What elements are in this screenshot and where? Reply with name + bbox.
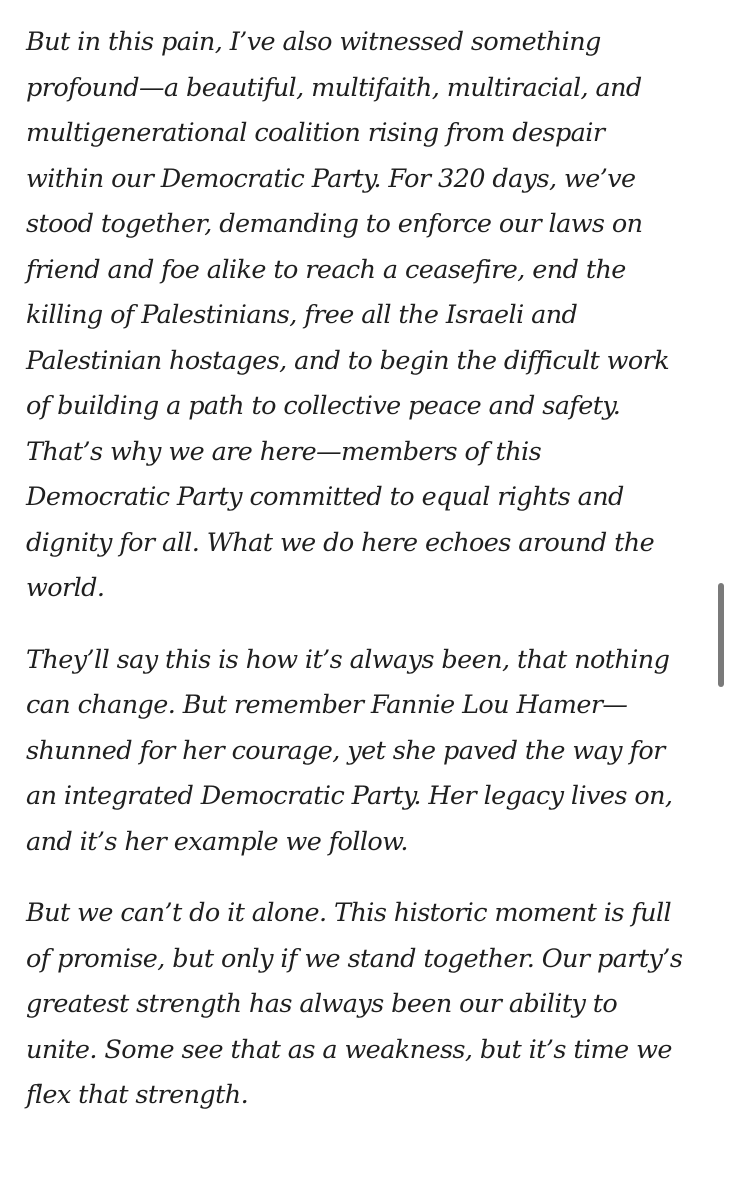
paragraph-1-line: That’s why we are here—members of this xyxy=(26,436,542,467)
paragraph-1 xyxy=(26,20,698,612)
paragraph-2-line: an integrated Democratic Party. Her legacy lives on, xyxy=(26,781,673,811)
paragraph-3 xyxy=(26,891,698,1119)
paragraph-1-line: killing of Palestinians, free all the Israeli and xyxy=(26,300,578,330)
paragraph-1-line: within our Democratic Party. For 320 days, we’ve xyxy=(26,163,636,194)
paragraph-3-line: But we can’t do it alone. This historic moment is full xyxy=(26,898,672,928)
paragraph-1-line: dignity for all. What we do here echoes around the xyxy=(26,527,655,558)
paragraph-2-line: can change. But remember Fannie Lou Hamer— xyxy=(26,690,628,720)
paragraph-3-line: of promise, but only if we stand together. Our party’s xyxy=(26,943,683,974)
paragraph-1-line: But in this pain, I’ve also witnessed something xyxy=(26,27,601,57)
paragraph-1-line: Democratic Party committed to equal rights and xyxy=(26,482,624,512)
paragraph-3-line: unite. Some see that as a weakness, but it’s time we xyxy=(26,1034,672,1065)
paragraph-1-line: of building a path to collective peace and safety. xyxy=(26,391,621,421)
paragraph-2-line: They’ll say this is how it’s always been, that nothing xyxy=(26,644,670,675)
paragraph-2-line: shunned for her courage, yet she paved the way for xyxy=(26,735,665,766)
scrollbar-thumb[interactable] xyxy=(718,583,724,687)
paragraph-1-line: profound—a beautiful, multifaith, multiracial, and xyxy=(26,72,642,103)
article-body xyxy=(26,20,698,1119)
paragraph-1-line: multigenerational coalition rising from despair xyxy=(26,118,605,148)
paragraph-3-line: flex that strength. xyxy=(26,1080,249,1110)
paragraph-1-line: world. xyxy=(26,573,105,603)
paragraph-1-line: friend and foe alike to reach a ceasefire, end the xyxy=(26,254,626,285)
paragraph-2 xyxy=(26,638,698,866)
paragraph-2-line: and it’s her example we follow. xyxy=(26,826,408,857)
paragraph-1-line: Palestinian hostages, and to begin the difficult work xyxy=(26,345,670,376)
paragraph-1-line: stood together, demanding to enforce our laws on xyxy=(26,209,643,239)
paragraph-3-line: greatest strength has always been our ability to xyxy=(26,989,618,1019)
